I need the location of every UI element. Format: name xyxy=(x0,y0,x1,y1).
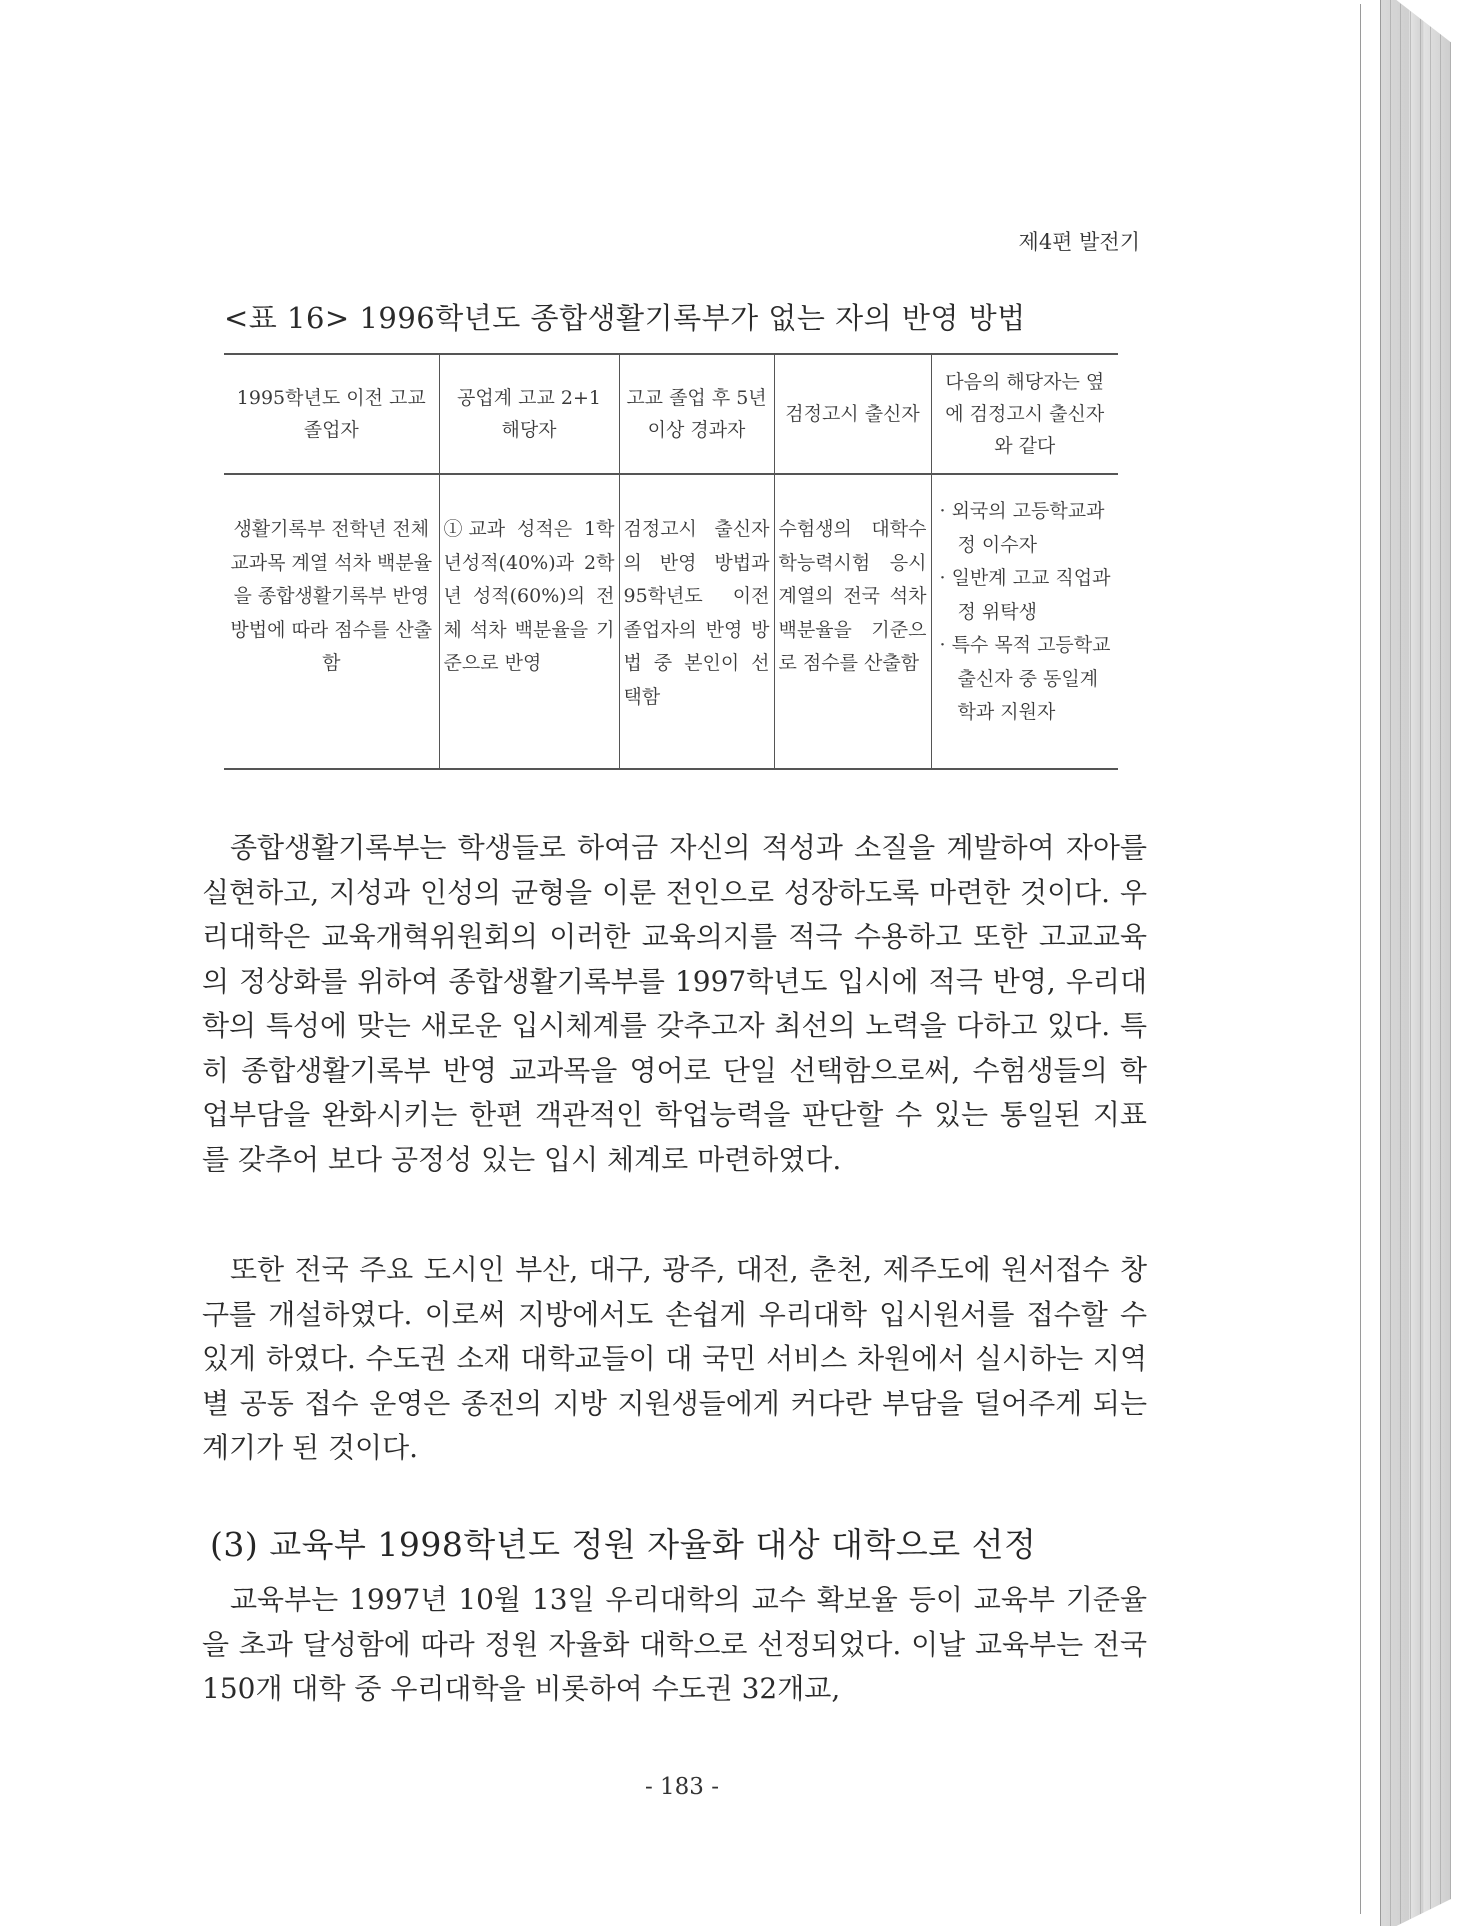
table-header-cell: 다음의 해당자는 옆에 검정고시 출신자와 같다 xyxy=(931,354,1118,474)
body-paragraph: 또한 전국 주요 도시인 부산, 대구, 광주, 대전, 춘천, 제주도에 원서접수 창구를 개설하였다. 이로써 지방에서도 손쉽게 우리대학 입시원서를 접수할 수 있게 하였다. 수도권 소재 대학교들이 대 국민 서비스 차원에서 실시하는 지역별 공동 접수 운영은 종전의 지방 지원생들에게 커다란 부담을 덜어주게 되는 계기가 된 것이다. xyxy=(202,1253,1147,1464)
book-page xyxy=(4,4,1361,1914)
page-number: - 183 - xyxy=(644,1774,720,1800)
table-header-row xyxy=(224,354,1118,474)
table-cell: 수험생의 대학수학능력시험 응시 계열의 전국 석차 백분율을 기준으로 점수를 산출함 xyxy=(774,474,931,769)
list-item: · 외국의 고등학교과정 이수자 xyxy=(939,500,1105,556)
table-header-cell: 공업계 고교 2+1 해당자 xyxy=(439,354,619,474)
table-cell: 생활기록부 전학년 전체 교과목 계열 석차 백분율을 종합생활기록부 반영 방법에 따라 점수를 산출함 xyxy=(224,474,439,769)
body-paragraph: 교육부는 1997년 10월 13일 우리대학의 교수 확보율 등이 교육부 기준율을 초과 달성함에 따라 정원 자율화 대학으로 선정되었다. 이날 교육부는 전국 150개 대학 중 우리대학을 비롯하여 수도권 32개교, xyxy=(202,1583,1147,1705)
running-head: 제4편 발전기 xyxy=(1018,230,1140,254)
table-header-cell: 검정고시 출신자 xyxy=(774,354,931,474)
table-cell: ①교과 성적은 1학년성적(40%)과 2학년 성적(60%)의 전체 석차 백분율을 기준으로 반영 xyxy=(439,474,619,769)
table-cell-eligibility-list xyxy=(931,474,1118,769)
page-stack-lines xyxy=(1380,0,1451,1926)
table-header-cell: 고교 졸업 후 5년 이상 경과자 xyxy=(619,354,774,474)
section-heading: (3) 교육부 1998학년도 정원 자율화 대상 대학으로 선정 xyxy=(210,1525,1037,1564)
table-cell: 검정고시 출신자의 반영 방법과 95학년도 이전 졸업자의 반영 방법 중 본인이 선택함 xyxy=(619,474,774,769)
admission-method-table xyxy=(224,353,1118,770)
table-row xyxy=(224,474,1118,769)
table-title: <표 16> 1996학년도 종합생활기록부가 없는 자의 반영 방법 xyxy=(224,301,1026,335)
table-header-cell: 1995학년도 이전 고교 졸업자 xyxy=(224,354,439,474)
list-item: · 특수 목적 고등학교 출신자 중 동일계 학과 지원자 xyxy=(939,634,1111,723)
list-item: · 일반계 고교 직업과정 위탁생 xyxy=(939,567,1111,623)
body-paragraph: 종합생활기록부는 학생들로 하여금 자신의 적성과 소질을 계발하여 자아를 실현하고, 지성과 인성의 균형을 이룬 전인으로 성장하도록 마련한 것이다. 우리대학은 교육개혁위원회의 이러한 교육의지를 적극 수용하고 또한 고교교육의 정상화를 위하여 종합생활기록부를 1997학년도 입시에 적극 반영, 우리대학의 특성에 맞는 새로운 입시체계를 갖추고자 최선의 노력을 다하고 있다. 특히 종합생활기록부 반영 교과목을 영어로 단일 선택함으로써, 수험생들의 학업부담을 완화시키는 한편 객관적인 학업능력을 판단할 수 있는 통일된 지표를 갖추어 보다 공정성 있는 입시 체계로 마련하였다. xyxy=(202,831,1147,1176)
